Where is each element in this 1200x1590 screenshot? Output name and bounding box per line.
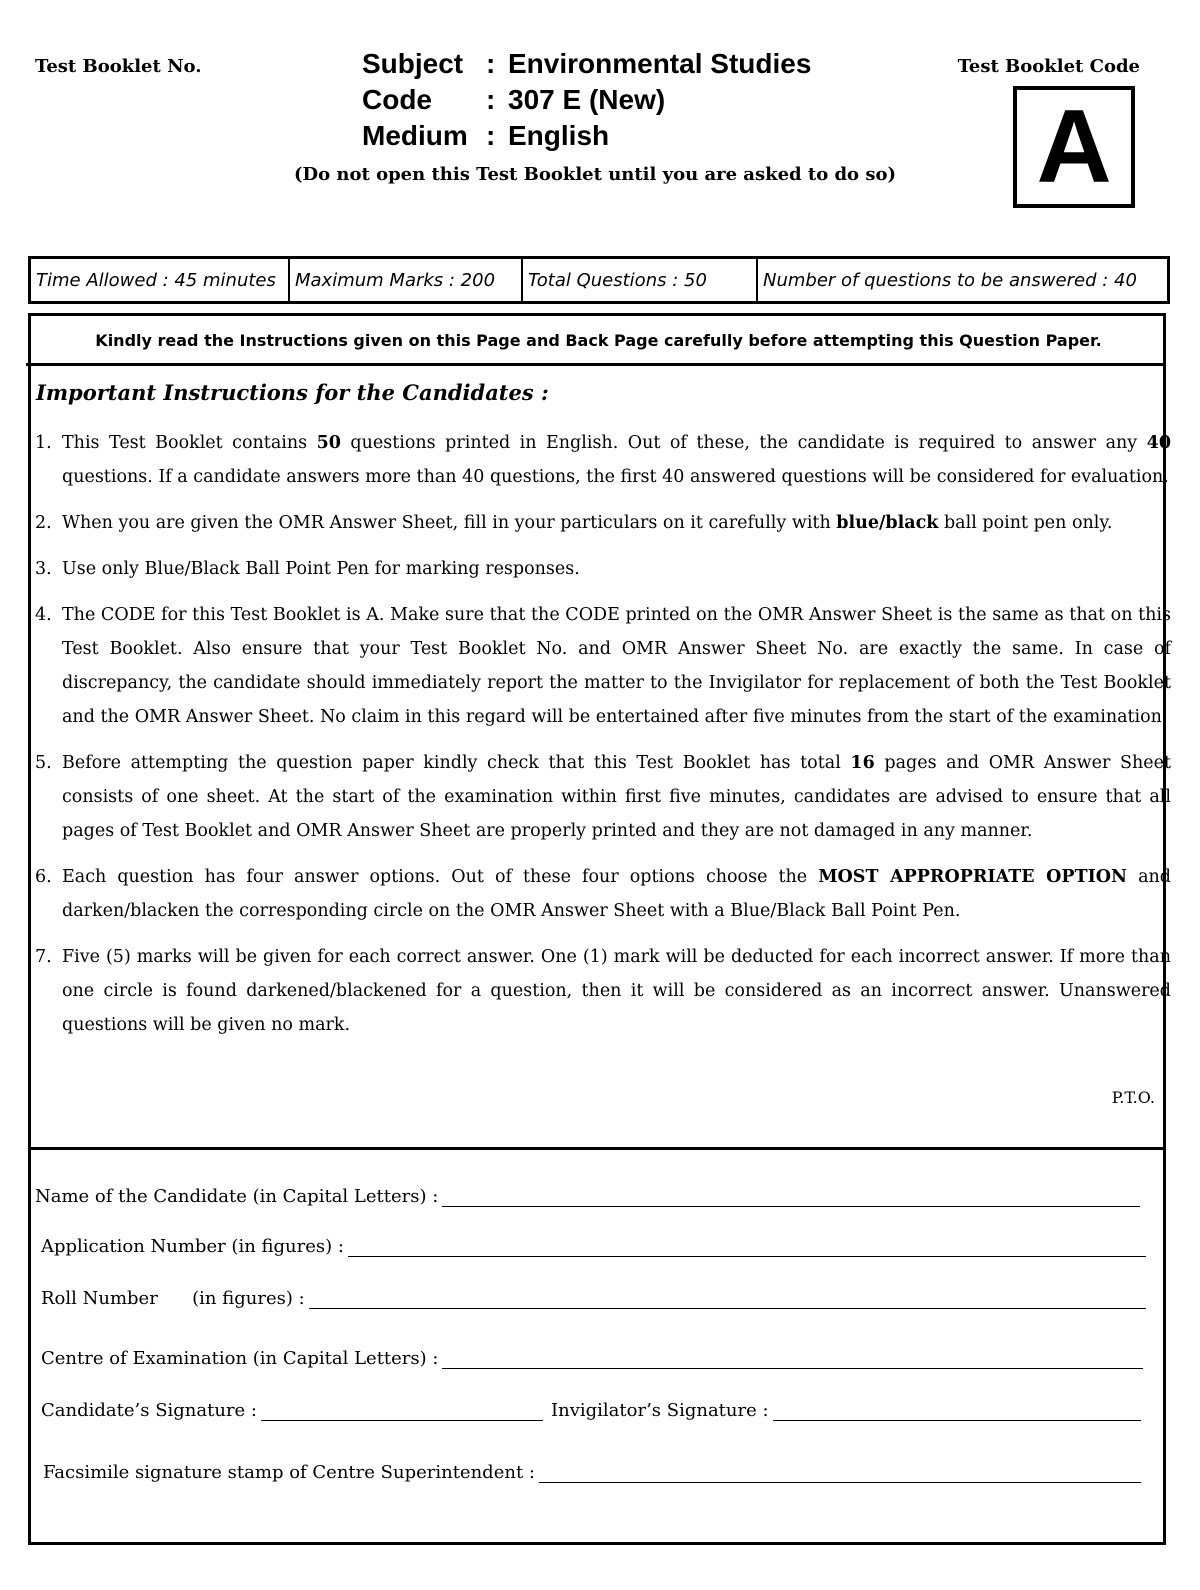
text-span: Each question has four answer options. Out of these four options choose the [62,867,819,887]
instruction-text: The CODE for this Test Booklet is A. Make sure that the CODE printed on the OMR Answer Sheet is the same as that on this Test Booklet. Also ensure that your Test Booklet No. and OMR Answer Sheet No. are exactly the same. In case of discrepancy, the candidate should immediately report the matter to the Invigilator for replacement of both the Test Booklet and the OMR Answer Sheet. No claim in this regard will be entertained after five minutes from the start of the examination. [62,605,1171,727]
signatures-row [41,1398,1141,1421]
invigilator-signature-label: Invigilator’s Signature : [551,1400,769,1421]
instruction-text [62,506,1171,540]
instruction-item [35,506,1171,540]
instruction-number: 1. [35,433,52,453]
do-not-open-notice [0,164,1200,185]
instruction-number: 6. [35,867,52,887]
bold-span: 40 [1146,433,1171,453]
instruction-text [62,860,1171,928]
candidate-signature-label: Candidate’s Signature : [41,1400,257,1421]
centre-of-examination-label: Centre of Examination (in Capital Letters) : [41,1348,439,1369]
time-allowed-cell: Time Allowed : 45 minutes [31,259,290,301]
subject-sep: : [486,48,496,79]
code-sep: : [486,84,496,115]
do-not-open-text: (Do not open this Test Booklet until you are asked to do so) [294,164,896,185]
centre-of-examination-field [41,1346,1143,1369]
medium-value: English [508,120,610,151]
roll-number-blank[interactable] [309,1286,1146,1309]
bold-span: MOST APPROPRIATE OPTION [818,867,1128,887]
instruction-text [62,426,1171,494]
roll-number-field [41,1286,1146,1309]
candidate-name-blank[interactable] [442,1184,1140,1207]
facsimile-stamp-field [43,1460,1141,1483]
text-span: Before attempting the question paper kindly check that this Test Booklet has total [62,753,851,773]
instructions-heading: Important Instructions for the Candidates : [36,380,549,405]
text-span: ball point pen only. [938,513,1113,533]
roll-number-label: Roll Number (in figures) : [41,1288,305,1309]
instruction-item [35,598,1171,734]
centre-of-examination-blank[interactable] [442,1346,1143,1369]
exam-info-table [28,256,1170,304]
instruction-text [62,746,1171,848]
text-span: When you are given the OMR Answer Sheet, fill in your particulars on it carefully with [62,513,837,533]
questions-to-answer-cell: Number of questions to be answered : 40 [763,269,1137,291]
text-span: and darken/blacken the corresponding circle on the OMR Answer Sheet with a Blue/Black Ball Point Pen. [62,867,1171,921]
test-booklet-no-label: Test Booklet No. [35,56,202,77]
test-booklet-code-label: Test Booklet Code [957,56,1140,77]
test-booklet-code-box: A [1013,86,1135,208]
text-span: pages and OMR Answer Sheet consists of one sheet. At the start of the examination within first five minutes, candidates are advised to ensure that all pages of Test Booklet and OMR Answer Sheet are properly printed and they are not damaged in any manner. [62,753,1171,841]
subject-value: Environmental Studies [508,48,812,79]
invigilator-signature-blank[interactable] [773,1398,1141,1421]
medium-sep: : [486,120,496,151]
bold-span: 50 [316,433,341,453]
instruction-number: 3. [35,559,52,579]
instruction-number: 2. [35,513,52,533]
code-value: 307 E (New) [508,84,666,115]
text-span: This Test Booklet contains [62,433,317,453]
instruction-item [35,746,1171,848]
facsimile-stamp-blank[interactable] [539,1460,1141,1483]
code-row [362,82,811,118]
instruction-text: Use only Blue/Black Ball Point Pen for marking responses. [62,559,580,579]
candidate-name-field [35,1184,1140,1207]
instruction-item [35,940,1171,1042]
candidate-signature-blank[interactable] [261,1398,543,1421]
facsimile-stamp-label: Facsimile signature stamp of Centre Superintendent : [43,1462,535,1483]
bold-span: blue/black [836,513,939,533]
subject-key: Subject [362,48,464,79]
text-span: questions. If a candidate answers more than 40 questions, the first 40 answered questions will be considered for evaluation. [62,467,1169,487]
instruction-item [35,860,1171,928]
medium-key: Medium [362,120,468,151]
instruction-text: Five (5) marks will be given for each correct answer. One (1) mark will be deducted for each incorrect answer. If more than one circle is found darkened/blackened for a question, then it will be considered as an incorrect answer. Unanswered questions will be given no mark. [62,947,1171,1035]
application-number-blank[interactable] [348,1234,1146,1257]
divider [31,1147,1166,1150]
instructions-box [28,313,1171,1545]
maximum-marks-cell: Maximum Marks : 200 [290,259,523,301]
divider [26,363,1166,366]
application-number-field [41,1234,1146,1257]
pto-label: P.T.O. [1111,1088,1155,1107]
application-number-label: Application Number (in figures) : [41,1236,344,1257]
code-key: Code [362,84,432,115]
candidate-name-label: Name of the Candidate (in Capital Letters) : [35,1186,439,1207]
instruction-number: 5. [35,753,52,773]
subject-row [362,46,811,82]
instruction-number: 7. [35,947,52,967]
medium-row [362,118,811,154]
text-span: questions printed in English. Out of these, the candidate is required to answer any [340,433,1147,453]
instruction-item [35,426,1171,494]
read-instructions-notice: Kindly read the Instructions given on this Page and Back Page carefully before attempting this Question Paper. [95,331,1102,350]
instruction-item [35,552,1171,586]
total-questions-cell: Total Questions : 50 [523,259,758,301]
subject-block [362,46,811,154]
instruction-number: 4. [35,605,52,625]
bold-span: 16 [850,753,875,773]
instructions-list [35,426,1171,1054]
